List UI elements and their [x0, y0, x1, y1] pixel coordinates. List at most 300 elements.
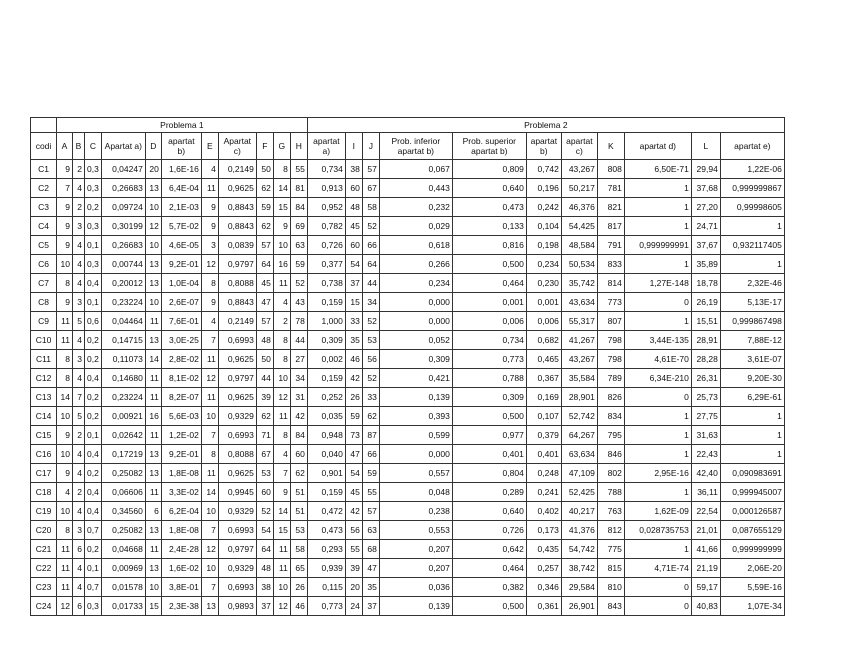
data-cell: 9 — [57, 236, 73, 255]
column-header: K — [597, 133, 624, 160]
data-cell: 0,2 — [85, 331, 102, 350]
data-cell: 0,640 — [452, 179, 526, 198]
data-cell: 4 — [201, 160, 218, 179]
data-cell: 0,232 — [379, 198, 452, 217]
data-cell: 48,584 — [561, 236, 597, 255]
data-cell: 0,2 — [85, 388, 102, 407]
data-cell: 815 — [597, 559, 624, 578]
data-cell: 22,54 — [691, 502, 720, 521]
data-cell: 0,17219 — [101, 445, 145, 464]
data-cell: 2 — [73, 198, 85, 217]
data-cell: 27 — [290, 350, 307, 369]
data-cell: 48 — [256, 559, 273, 578]
data-cell: 1,6E-02 — [161, 559, 201, 578]
data-cell: 0,999999999 — [720, 540, 784, 559]
data-cell: 0,379 — [526, 426, 561, 445]
data-cell: 0,20012 — [101, 274, 145, 293]
data-cell: 38 — [345, 160, 362, 179]
row-code-cell: C14 — [31, 407, 57, 426]
data-cell: 13 — [145, 274, 161, 293]
data-cell: 54 — [345, 255, 362, 274]
data-cell: 0,9329 — [218, 502, 256, 521]
data-cell: 37,67 — [691, 236, 720, 255]
data-cell: 11 — [201, 350, 218, 369]
data-cell: 6,2E-04 — [161, 502, 201, 521]
data-cell: 28,91 — [691, 331, 720, 350]
data-cell: 7 — [201, 578, 218, 597]
data-cell: 0,465 — [526, 350, 561, 369]
data-cell: 11 — [145, 540, 161, 559]
data-cell: 0 — [624, 597, 691, 616]
data-cell: 11 — [145, 388, 161, 407]
data-cell: 13 — [145, 559, 161, 578]
data-cell: 0,9945 — [218, 483, 256, 502]
data-cell: 791 — [597, 236, 624, 255]
data-cell: 10 — [145, 198, 161, 217]
data-cell: 0,734 — [452, 331, 526, 350]
data-cell: 29,94 — [691, 160, 720, 179]
data-cell: 66 — [362, 445, 379, 464]
column-header: D — [145, 133, 161, 160]
table-row — [31, 160, 785, 179]
data-cell: 0,948 — [307, 426, 345, 445]
column-header: Prob. inferior apartat b) — [379, 133, 452, 160]
data-cell: 38 — [256, 578, 273, 597]
table-row — [31, 312, 785, 331]
data-cell: 0,2149 — [218, 160, 256, 179]
data-cell: 0,464 — [452, 274, 526, 293]
data-cell: 4 — [73, 559, 85, 578]
data-cell: 68 — [362, 540, 379, 559]
column-header: C — [85, 133, 102, 160]
data-cell: 0,999867498 — [720, 312, 784, 331]
data-cell: 763 — [597, 502, 624, 521]
data-cell: 65 — [290, 559, 307, 578]
data-cell: 50 — [256, 350, 273, 369]
table-row — [31, 198, 785, 217]
data-cell: 71 — [256, 426, 273, 445]
data-cell: 0,738 — [307, 274, 345, 293]
data-cell: 0,500 — [452, 597, 526, 616]
row-code-cell: C15 — [31, 426, 57, 445]
data-cell: 11 — [145, 312, 161, 331]
data-cell: 0,309 — [307, 331, 345, 350]
data-cell: 46 — [345, 350, 362, 369]
data-cell: 8 — [273, 350, 290, 369]
data-cell: 9 — [201, 198, 218, 217]
data-cell: 0,30199 — [101, 217, 145, 236]
data-cell: 4 — [73, 369, 85, 388]
data-cell: 0,9625 — [218, 179, 256, 198]
data-cell: 0,3 — [85, 217, 102, 236]
table-row — [31, 445, 785, 464]
data-cell: 28,901 — [561, 388, 597, 407]
row-code-cell: C8 — [31, 293, 57, 312]
data-cell: 48 — [345, 198, 362, 217]
data-cell: 51 — [290, 502, 307, 521]
data-cell: 52 — [362, 369, 379, 388]
table-row — [31, 559, 785, 578]
data-cell: 0,04464 — [101, 312, 145, 331]
table-row — [31, 217, 785, 236]
data-cell: 59,17 — [691, 578, 720, 597]
data-cell: 51 — [290, 483, 307, 502]
data-cell: 10 — [201, 407, 218, 426]
data-cell: 817 — [597, 217, 624, 236]
data-cell: 9 — [57, 160, 73, 179]
data-cell: 52 — [362, 217, 379, 236]
row-code-cell: C21 — [31, 540, 57, 559]
data-cell: 52 — [290, 274, 307, 293]
data-cell: 53 — [362, 331, 379, 350]
data-cell: 4,61E-70 — [624, 350, 691, 369]
table-row — [31, 350, 785, 369]
data-cell: 46,376 — [561, 198, 597, 217]
data-cell: 10 — [273, 236, 290, 255]
data-cell: 14 — [201, 483, 218, 502]
data-cell: 11 — [57, 312, 73, 331]
data-cell: 814 — [597, 274, 624, 293]
data-cell: 43 — [290, 293, 307, 312]
data-cell: 4 — [73, 179, 85, 198]
data-cell: 0,999999867 — [720, 179, 784, 198]
data-cell: 0,2 — [85, 198, 102, 217]
data-cell: 0,393 — [379, 407, 452, 426]
data-cell: 5 — [73, 312, 85, 331]
data-cell: 0,159 — [307, 369, 345, 388]
row-code-cell: C24 — [31, 597, 57, 616]
data-cell: 826 — [597, 388, 624, 407]
column-header: I — [345, 133, 362, 160]
data-cell: 0,9893 — [218, 597, 256, 616]
data-cell: 0,618 — [379, 236, 452, 255]
data-cell: 9 — [201, 293, 218, 312]
data-cell: 13 — [145, 521, 161, 540]
corner-cell — [31, 118, 57, 133]
data-cell: 35,89 — [691, 255, 720, 274]
data-cell: 8 — [57, 521, 73, 540]
column-header: apartat e) — [720, 133, 784, 160]
data-cell: 0,242 — [526, 198, 561, 217]
data-cell: 0,266 — [379, 255, 452, 274]
data-cell: 4 — [57, 483, 73, 502]
data-cell: 0,309 — [379, 350, 452, 369]
data-cell: 0,252 — [307, 388, 345, 407]
data-cell: 2,3E-38 — [161, 597, 201, 616]
data-cell: 7 — [73, 388, 85, 407]
data-cell: 0,00969 — [101, 559, 145, 578]
data-cell: 54,425 — [561, 217, 597, 236]
data-cell: 21,01 — [691, 521, 720, 540]
data-cell: 34 — [362, 293, 379, 312]
data-cell: 10 — [57, 407, 73, 426]
data-cell: 3 — [73, 350, 85, 369]
data-cell: 0,401 — [452, 445, 526, 464]
data-cell: 0,402 — [526, 502, 561, 521]
data-cell: 26,19 — [691, 293, 720, 312]
data-cell: 0,500 — [452, 407, 526, 426]
data-cell: 0,040 — [307, 445, 345, 464]
data-cell: 44 — [362, 274, 379, 293]
data-cell: 59 — [256, 198, 273, 217]
column-header-row — [31, 133, 785, 160]
data-cell: 1,8E-08 — [161, 521, 201, 540]
data-cell: 78 — [290, 312, 307, 331]
data-cell: 0,06606 — [101, 483, 145, 502]
data-cell: 0,377 — [307, 255, 345, 274]
data-cell: 53 — [256, 464, 273, 483]
data-cell: 52 — [362, 312, 379, 331]
data-cell: 8 — [57, 350, 73, 369]
data-cell: 0,8843 — [218, 198, 256, 217]
data-cell: 0,2 — [85, 540, 102, 559]
data-cell: 0,0839 — [218, 236, 256, 255]
data-cell: 64 — [362, 255, 379, 274]
data-cell: 0,999999991 — [624, 236, 691, 255]
data-cell: 0,7 — [85, 521, 102, 540]
data-cell: 60 — [345, 179, 362, 198]
data-cell: 57 — [256, 236, 273, 255]
data-cell: 37 — [345, 274, 362, 293]
data-cell: 1 — [720, 426, 784, 445]
data-cell: 58 — [290, 540, 307, 559]
data-cell: 9 — [57, 426, 73, 445]
data-cell: 62 — [290, 464, 307, 483]
data-cell: 43,267 — [561, 160, 597, 179]
data-cell: 0,1 — [85, 559, 102, 578]
data-cell: 16 — [273, 255, 290, 274]
data-cell: 1 — [624, 217, 691, 236]
data-cell: 789 — [597, 369, 624, 388]
data-cell: 0,500 — [452, 255, 526, 274]
data-cell: 22,43 — [691, 445, 720, 464]
data-cell: 53 — [290, 521, 307, 540]
row-code-cell: C19 — [31, 502, 57, 521]
row-code-cell: C6 — [31, 255, 57, 274]
data-cell: 0,464 — [452, 559, 526, 578]
data-cell: 47 — [345, 445, 362, 464]
data-cell: 11 — [201, 179, 218, 198]
data-cell: 15,51 — [691, 312, 720, 331]
data-cell: 0,4 — [85, 445, 102, 464]
data-cell: 0,443 — [379, 179, 452, 198]
data-cell: 59 — [345, 407, 362, 426]
data-cell: 0,289 — [452, 483, 526, 502]
table-row — [31, 426, 785, 445]
data-cell: 47,109 — [561, 464, 597, 483]
data-cell: 57 — [362, 502, 379, 521]
data-cell: 4,6E-05 — [161, 236, 201, 255]
group-problema-2: Problema 2 — [307, 118, 784, 133]
data-cell: 15 — [273, 521, 290, 540]
data-cell: 12 — [201, 540, 218, 559]
data-cell: 1,62E-09 — [624, 502, 691, 521]
data-cell: 35,584 — [561, 369, 597, 388]
data-cell: 0,196 — [526, 179, 561, 198]
data-cell: 0,11073 — [101, 350, 145, 369]
data-cell: 781 — [597, 179, 624, 198]
row-code-cell: C18 — [31, 483, 57, 502]
data-cell: 1 — [624, 426, 691, 445]
data-cell: 0 — [624, 388, 691, 407]
data-cell: 13 — [145, 179, 161, 198]
data-cell: 5 — [73, 407, 85, 426]
column-header: B — [73, 133, 85, 160]
data-cell: 812 — [597, 521, 624, 540]
column-header: apartat b) — [526, 133, 561, 160]
data-cell: 0,816 — [452, 236, 526, 255]
table-row — [31, 407, 785, 426]
data-cell: 4 — [273, 293, 290, 312]
data-cell: 0,006 — [452, 312, 526, 331]
data-cell: 52,425 — [561, 483, 597, 502]
data-cell: 57 — [362, 160, 379, 179]
data-cell: 24 — [345, 597, 362, 616]
data-cell: 46 — [290, 597, 307, 616]
data-cell: 0,9797 — [218, 540, 256, 559]
data-cell: 6,34E-210 — [624, 369, 691, 388]
data-cell: 11 — [145, 426, 161, 445]
data-cell: 0,726 — [307, 236, 345, 255]
data-cell: 8 — [57, 274, 73, 293]
data-cell: 7,88E-12 — [720, 331, 784, 350]
data-cell: 7 — [57, 179, 73, 198]
data-cell: 11 — [201, 464, 218, 483]
row-code-cell: C20 — [31, 521, 57, 540]
data-cell: 1 — [624, 445, 691, 464]
data-cell: 5,7E-02 — [161, 217, 201, 236]
data-cell: 0,1 — [85, 426, 102, 445]
data-cell: 34 — [290, 369, 307, 388]
data-cell: 0,3 — [85, 255, 102, 274]
data-cell: 0,435 — [526, 540, 561, 559]
data-cell: 0,4 — [85, 483, 102, 502]
data-cell: 0,421 — [379, 369, 452, 388]
data-cell: 0,2 — [85, 407, 102, 426]
data-cell: 31,63 — [691, 426, 720, 445]
data-cell: 12 — [201, 369, 218, 388]
data-cell: 2 — [73, 426, 85, 445]
data-cell: 3,8E-01 — [161, 578, 201, 597]
data-cell: 2,1E-03 — [161, 198, 201, 217]
data-cell: 10 — [145, 236, 161, 255]
data-cell: 0,952 — [307, 198, 345, 217]
data-cell: 0,804 — [452, 464, 526, 483]
table-row — [31, 521, 785, 540]
data-cell: 0,173 — [526, 521, 561, 540]
data-cell: 798 — [597, 331, 624, 350]
data-cell: 11 — [145, 483, 161, 502]
data-cell: 14 — [57, 388, 73, 407]
data-cell: 0,230 — [526, 274, 561, 293]
data-cell: 26,31 — [691, 369, 720, 388]
data-cell: 1,2E-02 — [161, 426, 201, 445]
data-cell: 0,901 — [307, 464, 345, 483]
data-cell: 12 — [273, 388, 290, 407]
data-cell: 35 — [345, 331, 362, 350]
data-cell: 795 — [597, 426, 624, 445]
data-cell: 3 — [73, 521, 85, 540]
data-cell: 0,029 — [379, 217, 452, 236]
data-cell: 0,133 — [452, 217, 526, 236]
data-cell: 0,99998605 — [720, 198, 784, 217]
table-row — [31, 502, 785, 521]
data-cell: 47 — [362, 559, 379, 578]
table-row — [31, 331, 785, 350]
data-cell: 0,6993 — [218, 521, 256, 540]
group-header-row — [31, 118, 785, 133]
data-cell: 0 — [624, 578, 691, 597]
data-cell: 56 — [362, 350, 379, 369]
data-cell: 4 — [73, 502, 85, 521]
data-cell: 0,4 — [85, 369, 102, 388]
row-code-cell: C16 — [31, 445, 57, 464]
data-cell: 846 — [597, 445, 624, 464]
data-cell: 0,002 — [307, 350, 345, 369]
data-cell: 8 — [57, 369, 73, 388]
data-cell: 13 — [145, 331, 161, 350]
data-cell: 2,6E-07 — [161, 293, 201, 312]
data-cell: 3 — [73, 217, 85, 236]
data-cell: 0,913 — [307, 179, 345, 198]
data-cell: 28,28 — [691, 350, 720, 369]
data-cell: 4 — [201, 312, 218, 331]
data-cell: 11 — [273, 407, 290, 426]
data-cell: 0,159 — [307, 293, 345, 312]
data-cell: 0,553 — [379, 521, 452, 540]
row-code-cell: C12 — [31, 369, 57, 388]
data-cell: 0,04668 — [101, 540, 145, 559]
data-cell: 39 — [256, 388, 273, 407]
data-cell: 42 — [290, 407, 307, 426]
data-cell: 47 — [256, 293, 273, 312]
data-cell: 9,20E-30 — [720, 369, 784, 388]
data-cell: 13 — [145, 445, 161, 464]
data-cell: 11 — [273, 559, 290, 578]
data-cell: 55,317 — [561, 312, 597, 331]
data-cell: 0,8088 — [218, 445, 256, 464]
data-cell: 9,2E-01 — [161, 445, 201, 464]
data-cell: 0,2 — [85, 350, 102, 369]
data-cell: 1 — [720, 407, 784, 426]
column-header: apartat c) — [561, 133, 597, 160]
data-cell: 0,01733 — [101, 597, 145, 616]
data-cell: 15 — [145, 597, 161, 616]
column-header: A — [57, 133, 73, 160]
data-cell: 13 — [145, 255, 161, 274]
data-cell: 0,198 — [526, 236, 561, 255]
data-cell: 8,2E-07 — [161, 388, 201, 407]
data-cell: 57 — [256, 312, 273, 331]
data-cell: 4,71E-74 — [624, 559, 691, 578]
table-body — [31, 160, 785, 616]
data-cell: 6 — [145, 502, 161, 521]
data-cell: 0,234 — [526, 255, 561, 274]
data-cell: 16 — [145, 407, 161, 426]
data-cell: 45 — [256, 274, 273, 293]
data-cell: 0,23224 — [101, 293, 145, 312]
data-cell: 60 — [290, 445, 307, 464]
data-cell: 0,9329 — [218, 559, 256, 578]
data-cell: 0,139 — [379, 597, 452, 616]
data-cell: 69 — [290, 217, 307, 236]
table-row — [31, 293, 785, 312]
data-cell: 0,293 — [307, 540, 345, 559]
data-cell: 0,14715 — [101, 331, 145, 350]
data-cell: 0,773 — [452, 350, 526, 369]
data-cell: 7 — [201, 426, 218, 445]
data-cell: 1,8E-08 — [161, 464, 201, 483]
